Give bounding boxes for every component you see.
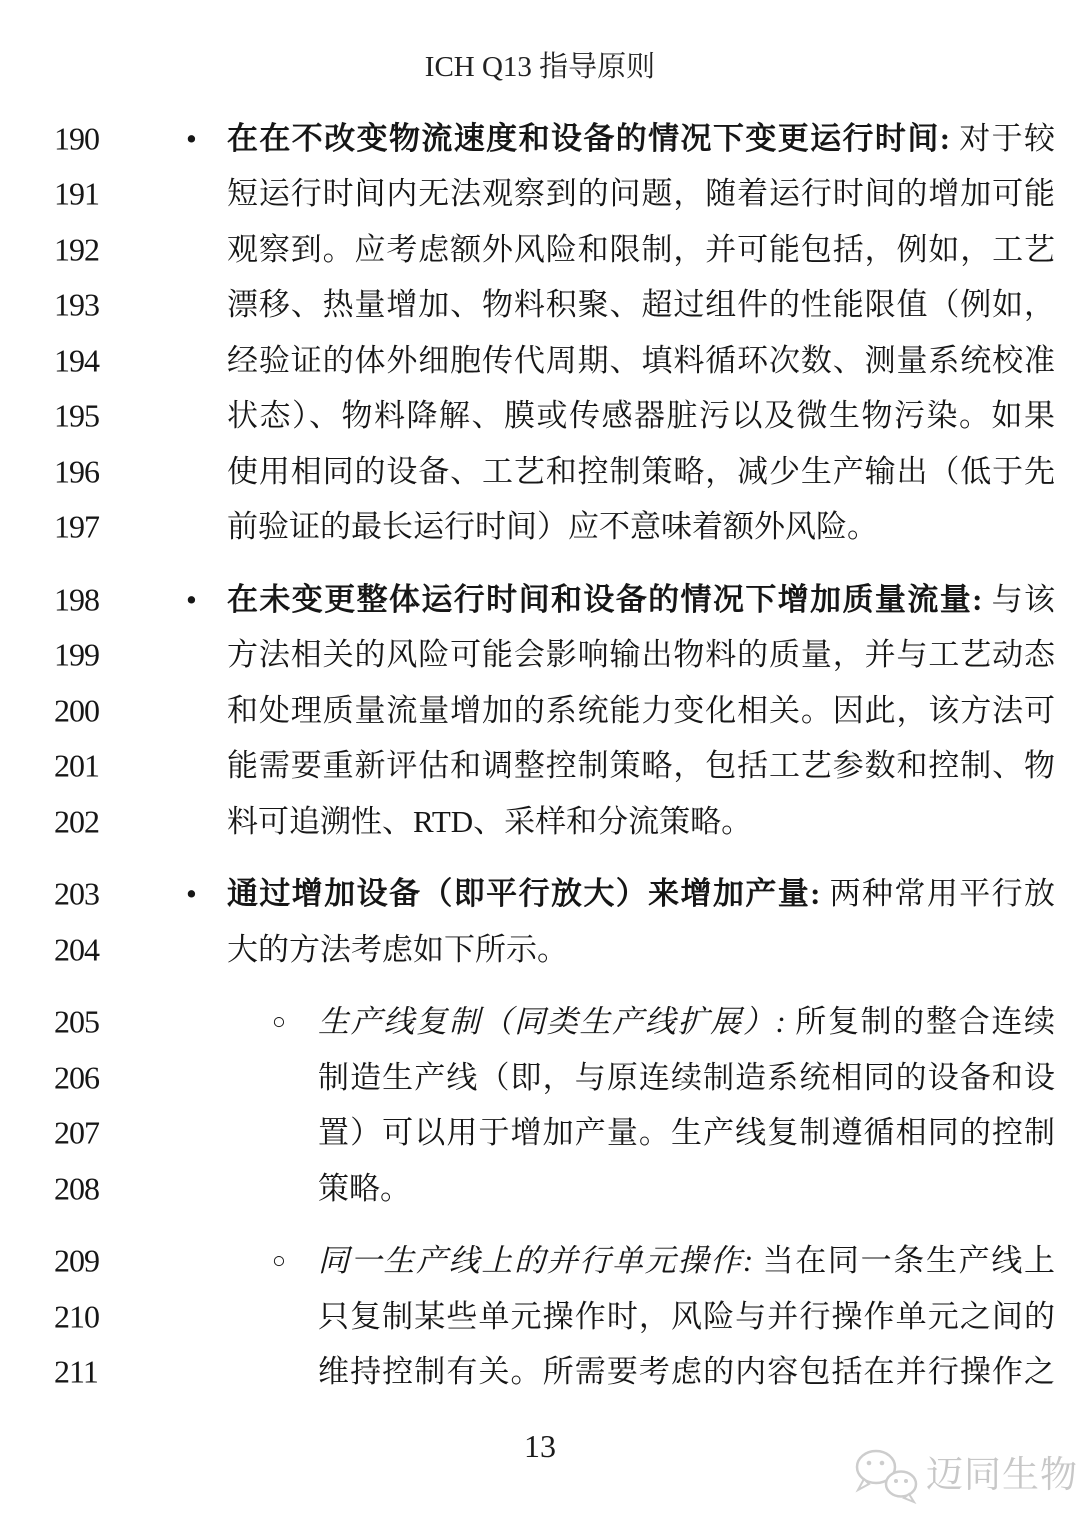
line-number: 209 — [54, 1242, 99, 1279]
line-rest-text: 经验证的体外细胞传代周期、填料循环次数、测量系统校准 — [227, 342, 1055, 378]
italic-lead-text: 生产线复制（同类生产线扩展）: — [318, 1004, 786, 1040]
line-number: 198 — [54, 581, 99, 618]
line-number: 210 — [54, 1298, 99, 1335]
line-number: 211 — [54, 1353, 98, 1390]
line-rest-text: 漂移、热量增加、物料积聚、超过组件的性能限值（例如， — [227, 287, 1055, 323]
bullet-marker: • — [186, 876, 197, 912]
line-text — [227, 174, 1055, 214]
watermark-brand-text: 迈同生物 — [926, 1454, 1078, 1496]
line-number: 196 — [54, 453, 99, 490]
document-line — [0, 572, 1080, 628]
line-rest-text: 状态）、物料降解、膜或传感器脏污以及微生物污染。如果 — [227, 398, 1055, 434]
line-text — [227, 285, 1055, 325]
line-number: 201 — [54, 747, 99, 784]
line-number: 197 — [54, 508, 99, 545]
line-rest-text: 大的方法考虑如下所示。 — [227, 931, 568, 967]
line-number: 200 — [54, 692, 99, 729]
line-text — [227, 119, 1055, 159]
line-rest-text: 使用相同的设备、工艺和控制策略，减少生产输出（低于先 — [227, 453, 1055, 489]
line-number: 202 — [54, 803, 99, 840]
document-line — [0, 1345, 1080, 1401]
document-line — [0, 389, 1080, 445]
document-line — [0, 683, 1080, 739]
line-text — [227, 874, 1055, 914]
italic-lead-text: 同一生产线上的并行单元操作: — [318, 1243, 754, 1279]
line-rest-text: 观察到。应考虑额外风险和限制，并可能包括，例如，工艺 — [227, 231, 1055, 267]
line-rest-text: 只复制某些单元操作时，风险与并行操作单元之间的 — [318, 1298, 1055, 1334]
bold-lead-text: 通过增加设备（即平行放大）来增加产量: — [227, 876, 821, 912]
line-text — [318, 1113, 1055, 1153]
page-number: 13 — [524, 1428, 556, 1464]
line-text — [318, 1058, 1055, 1098]
line-text — [227, 507, 1055, 547]
line-rest-text: 对于较 — [959, 120, 1055, 156]
document-line — [0, 867, 1080, 923]
document-body — [0, 94, 1080, 1400]
line-text — [227, 746, 1055, 786]
line-rest-text: 两种常用平行放 — [829, 876, 1055, 912]
document-line — [0, 995, 1080, 1051]
line-rest-text: 能需要重新评估和调整控制策略，包括工艺参数和控制、物 — [227, 748, 1055, 784]
line-text — [227, 396, 1055, 436]
line-text — [318, 1002, 1055, 1042]
line-rest-text: 方法相关的风险可能会影响输出物料的质量，并与工艺动态 — [227, 637, 1055, 673]
line-number: 195 — [54, 397, 99, 434]
line-text — [227, 802, 1055, 842]
line-rest-text: 短运行时间内无法观察到的问题，随着运行时间的增加可能 — [227, 176, 1055, 212]
document-line — [0, 739, 1080, 795]
line-number: 191 — [54, 175, 99, 212]
document-line — [0, 333, 1080, 389]
document-line — [0, 1289, 1080, 1345]
line-rest-text: 料可追溯性、RTD、采样和分流策略。 — [227, 803, 753, 839]
line-rest-text: 策略。 — [318, 1170, 411, 1206]
line-number: 193 — [54, 286, 99, 323]
line-rest-text: 维持控制有关。所需要考虑的内容包括在并行操作之 — [318, 1354, 1055, 1390]
line-number: 203 — [54, 875, 99, 912]
line-text — [227, 341, 1055, 381]
document-line — [0, 1050, 1080, 1106]
line-text — [227, 691, 1055, 731]
line-rest-text: 和处理质量流量增加的系统能力变化相关。因此，该方法可 — [227, 692, 1055, 728]
watermark — [850, 1446, 1078, 1504]
line-rest-text: 所复制的整合连续 — [795, 1004, 1055, 1040]
document-line — [0, 444, 1080, 500]
document-line — [0, 278, 1080, 334]
line-text — [318, 1297, 1055, 1337]
line-text — [318, 1241, 1055, 1281]
line-number: 190 — [54, 120, 99, 157]
document-line — [0, 167, 1080, 223]
line-rest-text: 置）可以用于增加产量。生产线复制遵循相同的控制 — [318, 1115, 1055, 1151]
document-title: ICH Q13 指导原则 — [424, 51, 656, 83]
wechat-icon — [850, 1446, 922, 1504]
bullet-marker: • — [186, 581, 197, 617]
line-rest-text: 制造生产线（即，与原连续制造系统相同的设备和设 — [318, 1059, 1055, 1095]
line-text — [227, 230, 1055, 270]
line-number: 192 — [54, 231, 99, 268]
document-line — [0, 628, 1080, 684]
line-number: 208 — [54, 1170, 99, 1207]
line-number: 205 — [54, 1003, 99, 1040]
document-line — [0, 222, 1080, 278]
line-number: 204 — [54, 931, 99, 968]
sub-bullet-marker: ○ — [272, 1248, 286, 1274]
line-text — [318, 1169, 1055, 1209]
line-text — [227, 580, 1055, 620]
line-number: 207 — [54, 1114, 99, 1151]
line-rest-text: 前验证的最长运行时间）应不意味着额外风险。 — [227, 509, 878, 545]
bold-lead-text: 在在不改变物流速度和设备的情况下变更运行时间: — [227, 120, 951, 156]
line-number: 206 — [54, 1059, 99, 1096]
document-line — [0, 111, 1080, 167]
line-text — [227, 930, 1055, 970]
line-number: 194 — [54, 342, 99, 379]
line-rest-text: 当在同一条生产线上 — [762, 1243, 1055, 1279]
line-number: 199 — [54, 636, 99, 673]
sub-bullet-marker: ○ — [272, 1009, 286, 1035]
document-line — [0, 1106, 1080, 1162]
document-line — [0, 500, 1080, 556]
line-text — [227, 452, 1055, 492]
bold-lead-text: 在未变更整体运行时间和设备的情况下增加质量流量: — [227, 581, 983, 617]
bullet-marker: • — [186, 120, 197, 156]
document-line — [0, 1161, 1080, 1217]
document-line — [0, 794, 1080, 850]
document-line — [0, 1234, 1080, 1290]
line-text — [318, 1352, 1055, 1392]
document-line — [0, 922, 1080, 978]
line-text — [227, 635, 1055, 675]
line-rest-text: 与该 — [991, 581, 1055, 617]
